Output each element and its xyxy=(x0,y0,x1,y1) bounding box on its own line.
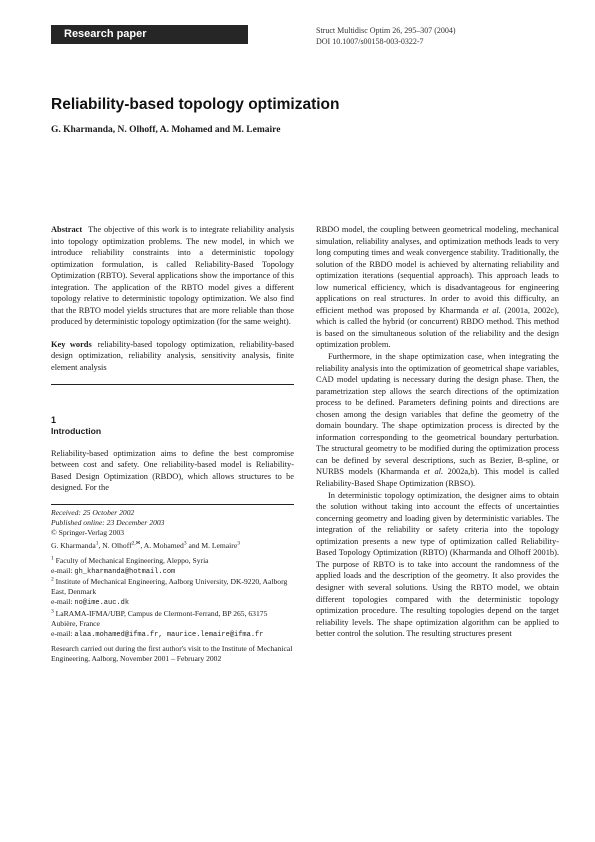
abstract xyxy=(51,224,294,328)
email-link[interactable]: gh_kharmanda@hotmail.com xyxy=(74,567,176,576)
author-list: G. Kharmanda, N. Olhoff, A. Mohamed and M. Lemaire xyxy=(51,125,281,135)
affiliation-2-email: e-mail: no@ime.auc.dk xyxy=(51,597,130,608)
affiliation-1-email: e-mail: gh_kharmanda@hotmail.com xyxy=(51,565,176,576)
paper-title: Reliability-based topology optimization xyxy=(51,96,340,113)
journal-info xyxy=(316,26,456,47)
keywords-rule xyxy=(51,384,294,385)
body-paragraph: In deterministic topology optimization, the designer aims to obtain the solution without taking into account the effects of uncertainties concerning geometry and loading given by deterministic variables. The integration of the reliability or safety criteria into the topology optimization presents a new type of optimization called Reliability-Based Topology Optimization (RBTO) (Kharmanda and Olhoff 2001b). The purpose of RBTO is to take into account the randomness of the applied loads and the description of the geometry. It also provides the designer with several solutions. Using the RBTO model, we obtain different topologies compared with the deterministic topology optimization procedure. The resulting topologies depend on the target reliability levels. The shape optimization algorithm can be applied to better control the solution. The resulting structures present xyxy=(316,490,559,639)
body-paragraph: Furthermore, in the shape optimization case, when integrating the reliability analysis into the optimization of geometrical shape variables, CAD model updating is necessary during the design phase. Then, the parametrization step allows the search directions of the optimization process to be defined. Parameters defining points and directions are chosen among the design variables that define the geometry of the domain boundary. The shape optimization process is directed by the information corresponding to the geometrical boundary perturbation. The structural geometry to be modified during the optimization process can be defined by several descriptions, such as Bezier, B-spline, or NURBS models (Kharmanda et al. 2002a,b). This model is called Reliability-Based Shape Optimization (RBSO). xyxy=(316,352,559,489)
article-footnotes xyxy=(51,508,294,665)
received-date: Received: 25 October 2002 xyxy=(51,507,135,517)
right-column xyxy=(316,224,559,640)
abstract-text: The objective of this work is to integrate reliability analysis into topology optimization problems. The new model, in which we introduce reliability constraints into a deterministic topology optimization formulation, is called Reliability-Based Topology Optimization (RBTO). Several applications show the importance of this integration. The application of the RBTO model gives a different topology relative to deterministic topology optimization. We also find that the RBTO model yields structures that are more reliable than those produced by deterministic topology optimization (for the same weight). xyxy=(51,225,294,327)
section-number: 1 xyxy=(51,414,57,425)
affiliation-1: $^1$ Faculty of Mechanical Engineering, Aleppo, Syria xyxy=(51,555,209,565)
affiliation-2: $^2$ Institute of Mechanical Engineering, Aalborg University, DK-9220, Aalborg East, Denmark xyxy=(51,576,288,597)
copyright: © Springer-Verlag 2003 xyxy=(51,528,125,538)
email-link[interactable]: alaa.mohamed@ifma.fr, maurice.lemaire@ifma.fr xyxy=(74,630,264,639)
author-affiliation-list: G. Kharmanda$^1$, N. Olhoff$^{2,✉}$, A. Mohamed$^3$ and M. Lemaire$^3$ xyxy=(51,540,240,551)
keywords-text: reliability-based topology optimization, reliability-based design optimization, reliability analysis, sensitivity analysis, finite element analysis xyxy=(51,339,294,373)
left-column xyxy=(51,224,294,665)
body-paragraph: RBDO model, the coupling between geometrical modeling, mechanical simulation, reliability analyses, and optimization methods leads to very long computing times and weak convergence stability. Traditionally, the solution of the RBDO model is achieved by alternating reliability and optimization iterations (sequential approach). This approach leads to low numerical efficiency, which is disadvantageous for engineering applications on real structures. In order to avoid this difficulty, an efficient method was proposed by Kharmanda et al. (2001a, 2002c), which is called the hybrid (or concurrent) RBDO method. This method is based on the simultaneous solution of the reliability and the design optimization problem. xyxy=(316,225,559,350)
keywords xyxy=(51,339,294,374)
intro-paragraph: Reliability-based optimization aims to define the best compromise between cost and safety. One reliability-based model is Reliability-Based Design Optimization (RBDO), which allows structures to be designed. For the xyxy=(51,448,294,493)
affiliation-3-email: e-mail: alaa.mohamed@ifma.fr, maurice.lemaire@ifma.fr xyxy=(51,628,264,639)
research-note: Research carried out during the first author's visit to the Institute of Mechanical Engineering, Aalborg, November 2001 – February 2002 xyxy=(51,644,293,664)
journal-citation: Struct Multidisc Optim 26, 295–307 (2004) xyxy=(316,26,456,35)
abstract-label: Abstract xyxy=(51,225,83,234)
article-type-badge: Research paper xyxy=(51,25,248,44)
section-title: Introduction xyxy=(51,425,102,436)
published-date: Published online: 23 December 2003 xyxy=(51,517,165,527)
affiliation-3: $^3$ LaRAMA-IFMA/UBP, Campus de Clermont-Ferrand, BP 265, 63175 Aubière, France xyxy=(51,608,268,628)
keywords-label: Key words xyxy=(51,339,92,349)
email-link[interactable]: no@ime.auc.dk xyxy=(74,599,130,608)
doi: DOI 10.1007/s00158-003-0322-7 xyxy=(316,36,424,46)
footnote-rule xyxy=(51,504,294,505)
